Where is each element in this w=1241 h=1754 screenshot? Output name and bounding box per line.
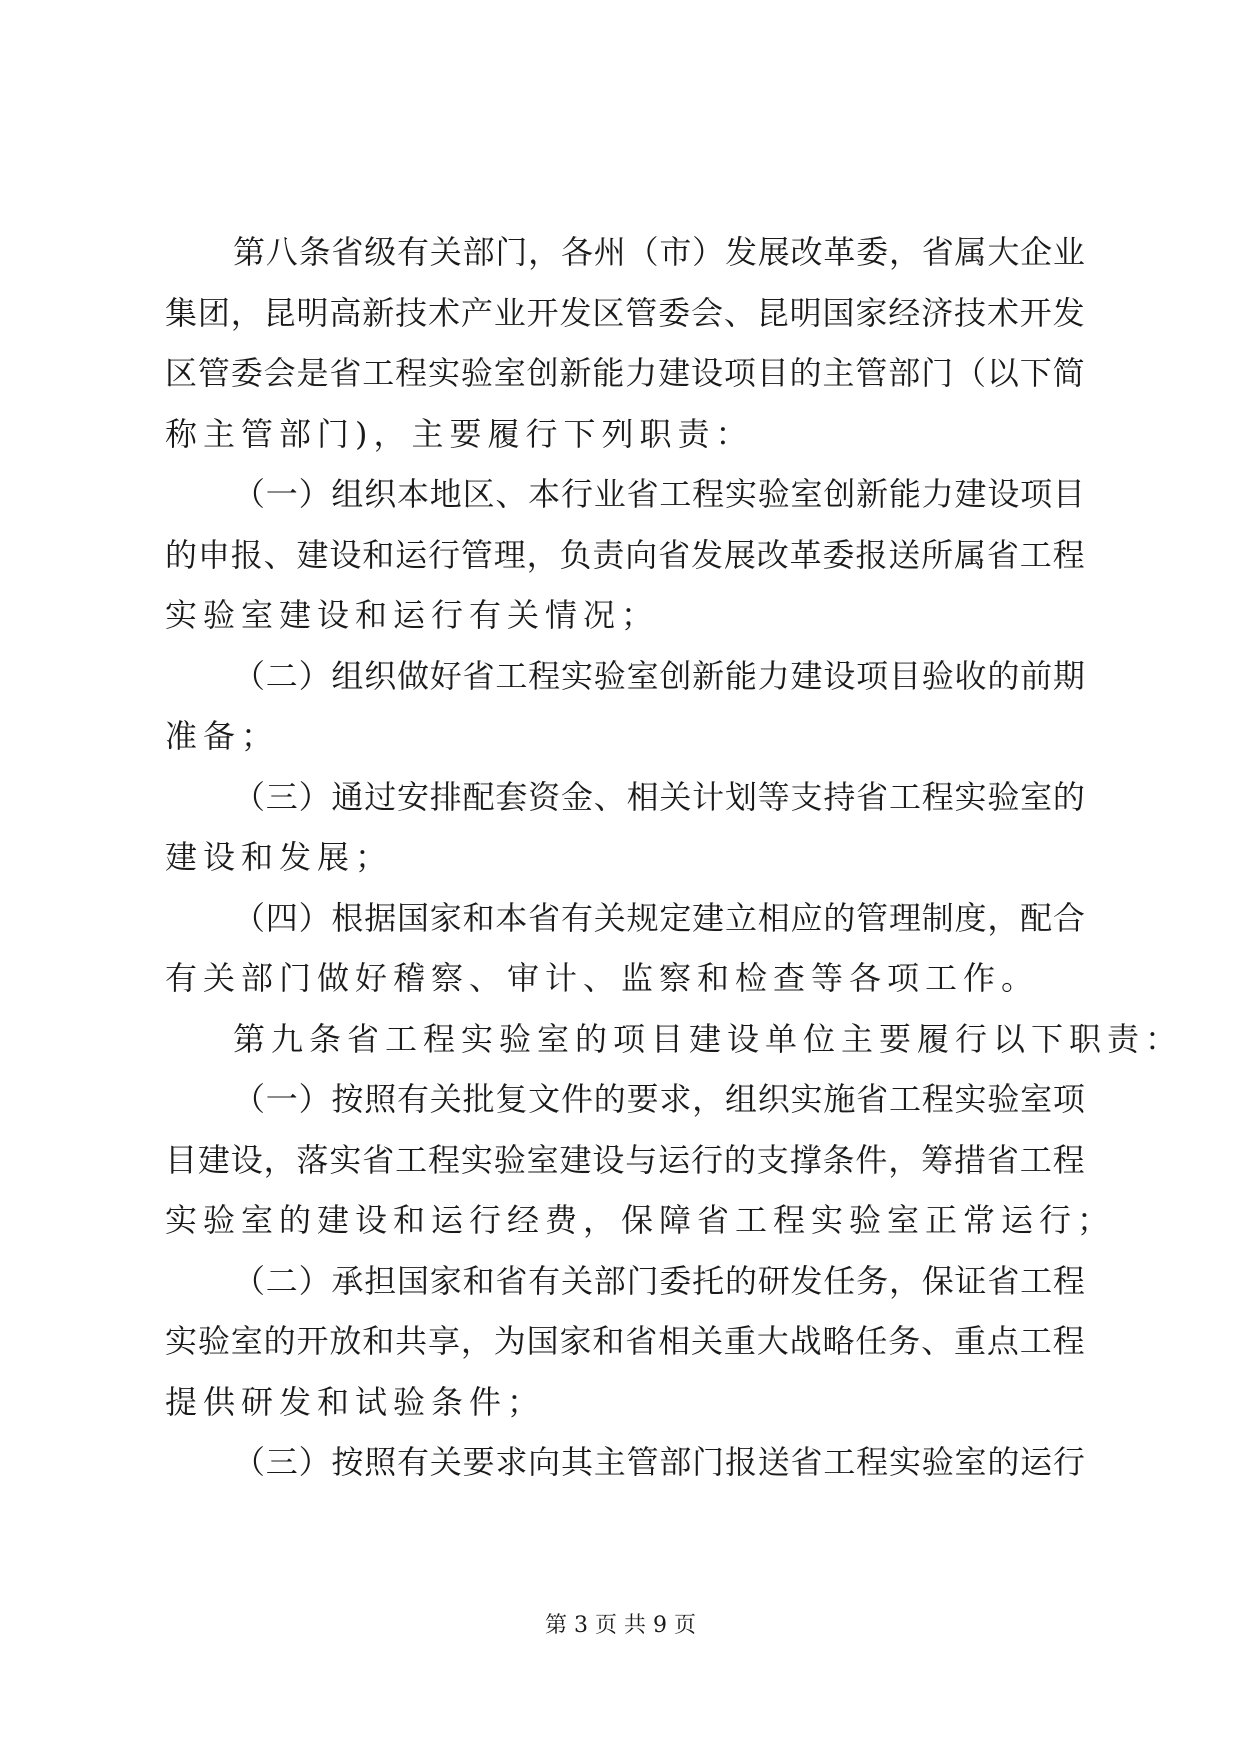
- text-line: 准备；: [165, 717, 280, 755]
- text-line: （ 三 ） 按 照 有 关 要 求 向 其 主 管 部 门 报 送 省 工 程 实 验 室 的 运 行: [233, 1443, 1085, 1481]
- text-line: 第九条省工程实验室的项目建设单位主要履行以下职责：: [233, 1019, 1184, 1058]
- text-line: （ 三 ） 通 过 安 排 配 套 资 金 、 相 关 计 划 等 支 持 省 工 程 实 验 室 的: [233, 777, 1085, 816]
- text-line: （ 一 ） 按 照 有 关 批 复 文 件 的 要 求 ， 组 织 实 施 省 工 程 实 验 室 项: [233, 1080, 1085, 1118]
- text-line: 称主管部门)，主要履行下列职责：: [165, 414, 754, 453]
- text-line: 的 申 报 、 建 设 和 运 行 管 理 ， 负 责 向 省 发 展 改 革 委 报 送 所 属 省 工 程: [165, 535, 1085, 574]
- text-line: 区 管 委 会 是 省 工 程 实 验 室 创 新 能 力 建 设 项 目 的 主 管 部 门 （ 以 下 简: [165, 354, 1085, 392]
- text-line: 目 建 设 ， 落 实 省 工 程 实 验 室 建 设 与 运 行 的 支 撑 条 件 ， 筹 措 省 工 程: [165, 1140, 1085, 1179]
- text-line: 有关部门做好稽察、审计、监察和检查等各项工作。: [165, 959, 1040, 997]
- text-line: （ 四 ） 根 据 国 家 和 本 省 有 关 规 定 建 立 相 应 的 管 理 制 度 ， 配 合: [233, 898, 1085, 937]
- text-line: 建设和发展；: [165, 838, 394, 876]
- text-line: 实验室的建设和运行经费，保障省工程实验室正常运行；: [165, 1201, 1116, 1239]
- text-line: 第 八 条 省 级 有 关 部 门 ， 各 州 （ 市 ） 发 展 改 革 委 ， 省 属 大 企 业: [233, 233, 1085, 271]
- text-line: （ 一 ） 组 织 本 地 区 、 本 行 业 省 工 程 实 验 室 创 新 能 力 建 设 项 目: [233, 475, 1085, 513]
- text-line: 实验室建设和运行有关情况；: [165, 596, 660, 634]
- text-line: （ 二 ） 承 担 国 家 和 省 有 关 部 门 委 托 的 研 发 任 务 ， 保 证 省 工 程: [233, 1261, 1085, 1300]
- text-line: 提供研发和试验条件；: [165, 1382, 546, 1421]
- text-line: 实 验 室 的 开 放 和 共 享 ， 为 国 家 和 省 相 关 重 大 战 略 任 务 、 重 点 工 程: [165, 1322, 1085, 1360]
- text-line: （ 二 ） 组 织 做 好 省 工 程 实 验 室 创 新 能 力 建 设 项 目 验 收 的 前 期: [233, 656, 1085, 695]
- text-line: 集 团 ， 昆 明 高 新 技 术 产 业 开 发 区 管 委 会 、 昆 明 国 家 经 济 技 术 开 发: [165, 293, 1085, 332]
- page-footer: 第 3 页 共 9 页: [545, 1613, 696, 1638]
